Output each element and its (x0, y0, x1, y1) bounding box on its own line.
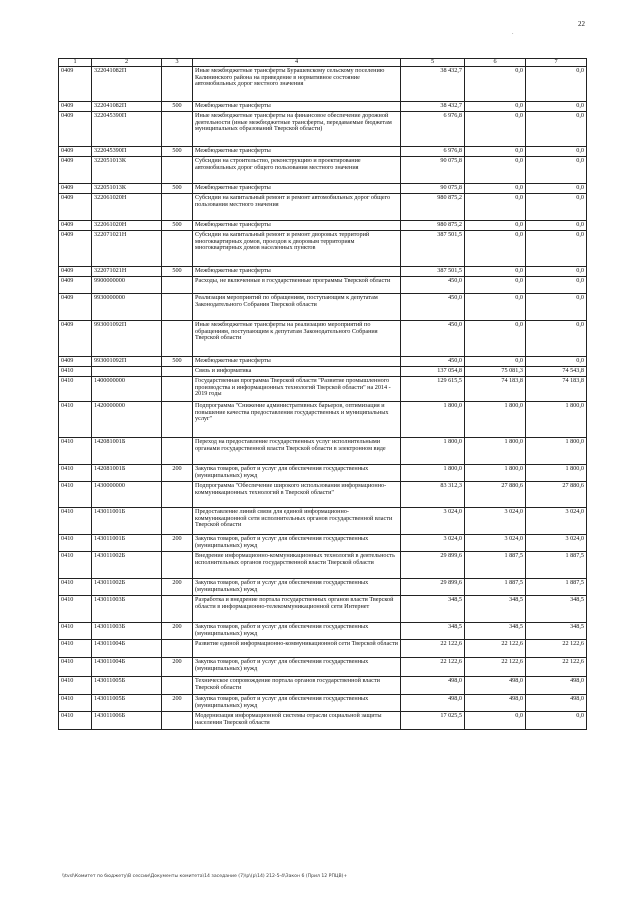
footer-path: \\tvsl\Комитет по бюджету\В сессии\Документы комитета\14 заседание (7)\р\(р\14) 212-5-4\Закон 6 (Прил 12 РПЦВ)+ (62, 874, 348, 879)
amount-year-1: 1 800,0 (401, 402, 465, 438)
amount-year-3: 22 122,6 (526, 640, 587, 658)
target-article-code: 143011004Б (92, 640, 162, 658)
section-code: 0409 (59, 357, 92, 367)
description: Модернизация информационной системы отрасли социальной защиты населения Тверской области (193, 712, 401, 730)
amount-year-1: 1 800,0 (401, 438, 465, 465)
description: Субсидии на капитальный ремонт и ремонт дворовых территорий многоквартирных домов, проездов к дворовым территориям многоквартирных домов населенных пунктов (193, 231, 401, 267)
section-code: 0410 (59, 377, 92, 402)
amount-year-2: 22 122,6 (465, 658, 526, 677)
target-article-code: 322071021Н (92, 267, 162, 277)
target-article-code: 9930000000 (92, 294, 162, 321)
description: Закупка товаров, работ и услуг для обеспечения государственных (муниципальных) нужд (193, 579, 401, 596)
amount-year-2: 74 183,8 (465, 377, 526, 402)
section-code: 0410 (59, 482, 92, 508)
amount-year-2: 3 024,0 (465, 535, 526, 552)
amount-year-1: 29 899,6 (401, 552, 465, 579)
expense-type-code (162, 377, 193, 402)
amount-year-2: 0,0 (465, 157, 526, 184)
amount-year-1: 450,0 (401, 357, 465, 367)
description: Государственная программа Тверской области "Развитие промышленного производства и информационных технологий Тверской области" на 2014 - 2019 годы (193, 377, 401, 402)
table-row (59, 482, 587, 508)
header-cell: 5 (401, 59, 465, 67)
expense-type-code (162, 677, 193, 695)
header-cell: 3 (162, 59, 193, 67)
amount-year-3: 0,0 (526, 147, 587, 157)
table-row (59, 535, 587, 552)
amount-year-1: 498,0 (401, 677, 465, 695)
amount-year-2: 0,0 (465, 321, 526, 357)
amount-year-3: 0,0 (526, 184, 587, 194)
section-code: 0409 (59, 231, 92, 267)
description: Межбюджетные трансферты (193, 267, 401, 277)
expense-type-code: 500 (162, 147, 193, 157)
section-code: 0409 (59, 321, 92, 357)
expense-type-code: 200 (162, 658, 193, 677)
amount-year-1: 450,0 (401, 321, 465, 357)
expense-type-code (162, 482, 193, 508)
table-row (59, 623, 587, 640)
section-code: 0410 (59, 712, 92, 730)
expense-type-code: 200 (162, 579, 193, 596)
section-code: 0410 (59, 596, 92, 623)
description: Предоставление линий связи для единой информационно-коммуникационной сети исполнительных органов государственной власти Тверской области (193, 508, 401, 535)
table-row (59, 677, 587, 695)
amount-year-1: 129 615,5 (401, 377, 465, 402)
target-article-code: 142081001Б (92, 438, 162, 465)
description: Иные межбюджетные трансферты Бурашевскому сельскому поселению Калининского района на приведение в нормативное состояние автомобильных дорог местного значения (193, 67, 401, 102)
table-row (59, 712, 587, 730)
section-code: 0410 (59, 658, 92, 677)
section-code: 0409 (59, 112, 92, 147)
amount-year-2: 498,0 (465, 677, 526, 695)
amount-year-3: 498,0 (526, 677, 587, 695)
table-row (59, 221, 587, 231)
amount-year-2: 22 122,6 (465, 640, 526, 658)
amount-year-3: 0,0 (526, 112, 587, 147)
amount-year-1: 6 976,8 (401, 112, 465, 147)
amount-year-1: 387 501,5 (401, 231, 465, 267)
amount-year-1: 1 800,0 (401, 465, 465, 482)
amount-year-2: 0,0 (465, 67, 526, 102)
amount-year-1: 90 075,8 (401, 184, 465, 194)
amount-year-3: 74 543,8 (526, 367, 587, 377)
expense-type-code: 500 (162, 184, 193, 194)
expense-type-code (162, 67, 193, 102)
amount-year-1: 450,0 (401, 294, 465, 321)
amount-year-3: 498,0 (526, 695, 587, 712)
amount-year-3: 0,0 (526, 357, 587, 367)
target-article-code: 322051013К (92, 184, 162, 194)
section-code: 0409 (59, 184, 92, 194)
amount-year-3: 3 024,0 (526, 535, 587, 552)
target-article-code: 993001092П (92, 321, 162, 357)
amount-year-1: 6 976,8 (401, 147, 465, 157)
amount-year-2: 1 800,0 (465, 465, 526, 482)
expense-type-code (162, 157, 193, 184)
section-code: 0409 (59, 194, 92, 221)
table-row (59, 277, 587, 294)
target-article-code: 142081001Б (92, 465, 162, 482)
section-code: 0410 (59, 695, 92, 712)
amount-year-2: 348,5 (465, 596, 526, 623)
expense-type-code (162, 552, 193, 579)
amount-year-3: 22 122,6 (526, 658, 587, 677)
table-body (59, 59, 587, 730)
amount-year-2: 75 081,3 (465, 367, 526, 377)
expense-type-code: 200 (162, 465, 193, 482)
amount-year-1: 83 312,3 (401, 482, 465, 508)
header-cell: 6 (465, 59, 526, 67)
amount-year-3: 0,0 (526, 294, 587, 321)
amount-year-1: 3 024,0 (401, 508, 465, 535)
expense-type-code (162, 596, 193, 623)
amount-year-2: 0,0 (465, 112, 526, 147)
target-article-code: 322041082П (92, 102, 162, 112)
table-row (59, 695, 587, 712)
target-article-code: 143011002Б (92, 552, 162, 579)
description: Развитие единой информационно-коммуникационной сети Тверской области (193, 640, 401, 658)
target-article-code: 993001092П (92, 357, 162, 367)
amount-year-3: 1 887,5 (526, 579, 587, 596)
target-article-code: 143011003Б (92, 596, 162, 623)
amount-year-3: 0,0 (526, 277, 587, 294)
expense-type-code (162, 402, 193, 438)
target-article-code: 143011003Б (92, 623, 162, 640)
amount-year-2: 0,0 (465, 712, 526, 730)
table-row (59, 147, 587, 157)
target-article-code (92, 367, 162, 377)
amount-year-2: 0,0 (465, 231, 526, 267)
table-row (59, 102, 587, 112)
description: Субсидии на строительство, реконструкцию и проектирование автомобильных дорог общего пользования местного значения (193, 157, 401, 184)
amount-year-3: 3 024,0 (526, 508, 587, 535)
expense-type-code (162, 367, 193, 377)
expense-type-code: 500 (162, 267, 193, 277)
section-code: 0409 (59, 157, 92, 184)
table-row (59, 579, 587, 596)
header-cell: 2 (92, 59, 162, 67)
amount-year-2: 348,5 (465, 623, 526, 640)
amount-year-2: 1 887,5 (465, 579, 526, 596)
amount-year-2: 27 880,6 (465, 482, 526, 508)
table-row (59, 465, 587, 482)
corner-mark: . (512, 30, 514, 36)
amount-year-1: 980 875,2 (401, 221, 465, 231)
table-row (59, 640, 587, 658)
section-code: 0409 (59, 67, 92, 102)
section-code: 0410 (59, 579, 92, 596)
table-row (59, 294, 587, 321)
section-code: 0409 (59, 267, 92, 277)
section-code: 0410 (59, 402, 92, 438)
table-row (59, 596, 587, 623)
amount-year-1: 348,5 (401, 596, 465, 623)
amount-year-1: 22 122,6 (401, 658, 465, 677)
section-code: 0410 (59, 677, 92, 695)
amount-year-3: 1 887,5 (526, 552, 587, 579)
section-code: 0410 (59, 438, 92, 465)
section-code: 0410 (59, 508, 92, 535)
description: Техническое сопровождение портала органов государственной власти Тверской области (193, 677, 401, 695)
amount-year-3: 1 800,0 (526, 438, 587, 465)
amount-year-2: 0,0 (465, 184, 526, 194)
expense-type-code (162, 438, 193, 465)
amount-year-3: 348,5 (526, 623, 587, 640)
page-number: 22 (578, 20, 585, 28)
description: Связь и информатика (193, 367, 401, 377)
target-article-code: 143011001Б (92, 535, 162, 552)
expense-type-code: 500 (162, 102, 193, 112)
header-cell: 1 (59, 59, 92, 67)
target-article-code: 9900000000 (92, 277, 162, 294)
expense-type-code (162, 231, 193, 267)
amount-year-3: 0,0 (526, 221, 587, 231)
target-article-code: 143011005Б (92, 677, 162, 695)
description: Иные межбюджетные трансферты на реализацию мероприятий по обращениям, поступающим к депутатам Законодательного Собрания Тверской области (193, 321, 401, 357)
description: Подпрограмма "Обеспечение широкого использования информационно-коммуникационных технологий в Тверской области" (193, 482, 401, 508)
header-cell: 7 (526, 59, 587, 67)
target-article-code: 1420000000 (92, 402, 162, 438)
table-row (59, 402, 587, 438)
amount-year-3: 0,0 (526, 267, 587, 277)
expense-type-code (162, 194, 193, 221)
table-row (59, 377, 587, 402)
table-row (59, 658, 587, 677)
target-article-code: 322045390П (92, 112, 162, 147)
target-article-code: 143011005Б (92, 695, 162, 712)
section-code: 0409 (59, 277, 92, 294)
section-code: 0410 (59, 640, 92, 658)
expense-type-code (162, 508, 193, 535)
section-code: 0409 (59, 102, 92, 112)
table-row (59, 508, 587, 535)
expense-type-code: 200 (162, 623, 193, 640)
description: Переход на предоставление государственных услуг исполнительными органами государственной власти Тверской области в электронном виде (193, 438, 401, 465)
table-row (59, 157, 587, 184)
target-article-code: 322071021Н (92, 231, 162, 267)
table-row (59, 194, 587, 221)
target-article-code: 143011002Б (92, 579, 162, 596)
description: Субсидии на капитальный ремонт и ремонт автомобильных дорог общего пользования местного значения (193, 194, 401, 221)
section-code: 0410 (59, 367, 92, 377)
section-code: 0409 (59, 294, 92, 321)
description: Закупка товаров, работ и услуг для обеспечения государственных (муниципальных) нужд (193, 465, 401, 482)
amount-year-1: 38 432,7 (401, 67, 465, 102)
target-article-code: 1430000000 (92, 482, 162, 508)
target-article-code: 322051013К (92, 157, 162, 184)
expense-type-code (162, 112, 193, 147)
target-article-code: 143011004Б (92, 658, 162, 677)
amount-year-1: 22 122,6 (401, 640, 465, 658)
section-code: 0410 (59, 552, 92, 579)
table-row (59, 552, 587, 579)
amount-year-3: 0,0 (526, 102, 587, 112)
section-code: 0409 (59, 147, 92, 157)
table-row (59, 357, 587, 367)
amount-year-2: 1 800,0 (465, 402, 526, 438)
section-code: 0410 (59, 535, 92, 552)
amount-year-2: 0,0 (465, 277, 526, 294)
expense-type-code (162, 277, 193, 294)
description: Межбюджетные трансферты (193, 147, 401, 157)
expense-type-code: 200 (162, 535, 193, 552)
amount-year-2: 0,0 (465, 294, 526, 321)
table-row (59, 67, 587, 102)
table-row (59, 231, 587, 267)
budget-table (58, 58, 587, 730)
description: Закупка товаров, работ и услуг для обеспечения государственных (муниципальных) нужд (193, 695, 401, 712)
description: Межбюджетные трансферты (193, 102, 401, 112)
expense-type-code: 200 (162, 695, 193, 712)
amount-year-2: 0,0 (465, 357, 526, 367)
amount-year-3: 348,5 (526, 596, 587, 623)
amount-year-1: 980 875,2 (401, 194, 465, 221)
table-row (59, 112, 587, 147)
amount-year-1: 498,0 (401, 695, 465, 712)
description: Межбюджетные трансферты (193, 357, 401, 367)
section-code: 0409 (59, 221, 92, 231)
target-article-code: 322061020Н (92, 194, 162, 221)
amount-year-3: 0,0 (526, 231, 587, 267)
amount-year-1: 450,0 (401, 277, 465, 294)
amount-year-1: 29 899,6 (401, 579, 465, 596)
amount-year-3: 74 183,8 (526, 377, 587, 402)
amount-year-1: 348,5 (401, 623, 465, 640)
amount-year-1: 3 024,0 (401, 535, 465, 552)
target-article-code: 322061020Н (92, 221, 162, 231)
amount-year-3: 27 880,6 (526, 482, 587, 508)
target-article-code: 143011001Б (92, 508, 162, 535)
description: Разработка и внедрение портала государственных органов власти Тверской области в информационно-телекоммуникационной сети Интернет (193, 596, 401, 623)
amount-year-2: 1 887,5 (465, 552, 526, 579)
section-code: 0410 (59, 623, 92, 640)
description: Закупка товаров, работ и услуг для обеспечения государственных (муниципальных) нужд (193, 658, 401, 677)
expense-type-code (162, 640, 193, 658)
section-code: 0410 (59, 465, 92, 482)
header-cell: 4 (193, 59, 401, 67)
table-row (59, 184, 587, 194)
amount-year-3: 1 800,0 (526, 465, 587, 482)
amount-year-2: 3 024,0 (465, 508, 526, 535)
description: Подпрограмма "Снижение административных барьеров, оптимизация и повышение качества предоставления государственных и муниципальных услуг" (193, 402, 401, 438)
description: Закупка товаров, работ и услуг для обеспечения государственных (муниципальных) нужд (193, 535, 401, 552)
expense-type-code (162, 294, 193, 321)
amount-year-3: 0,0 (526, 712, 587, 730)
amount-year-1: 17 025,5 (401, 712, 465, 730)
target-article-code: 322041082П (92, 67, 162, 102)
target-article-code: 143011006Б (92, 712, 162, 730)
description: Межбюджетные трансферты (193, 221, 401, 231)
table-row (59, 321, 587, 357)
amount-year-2: 0,0 (465, 194, 526, 221)
amount-year-2: 0,0 (465, 221, 526, 231)
amount-year-2: 1 800,0 (465, 438, 526, 465)
description: Внедрение информационно-коммуникационных технологий в деятельность исполнительных органов государственной власти Тверской области (193, 552, 401, 579)
amount-year-1: 137 054,8 (401, 367, 465, 377)
amount-year-3: 0,0 (526, 194, 587, 221)
amount-year-2: 0,0 (465, 147, 526, 157)
amount-year-3: 0,0 (526, 321, 587, 357)
expense-type-code: 500 (162, 221, 193, 231)
expense-type-code: 500 (162, 357, 193, 367)
description: Межбюджетные трансферты (193, 184, 401, 194)
table-row (59, 267, 587, 277)
description: Реализация мероприятий по обращениям, поступающим к депутатам Законодательного Собрания Тверской области (193, 294, 401, 321)
description: Иные межбюджетные трансферты на финансовое обеспечение дорожной деятельности (иные межбюджетные трансферты, передаваемые бюджетам муниципальных образований Тверской области) (193, 112, 401, 147)
amount-year-3: 1 800,0 (526, 402, 587, 438)
amount-year-3: 0,0 (526, 67, 587, 102)
target-article-code: 322045390П (92, 147, 162, 157)
amount-year-3: 0,0 (526, 157, 587, 184)
expense-type-code (162, 712, 193, 730)
amount-year-1: 387 501,5 (401, 267, 465, 277)
target-article-code: 1400000000 (92, 377, 162, 402)
amount-year-1: 90 075,8 (401, 157, 465, 184)
table-row (59, 367, 587, 377)
expense-type-code (162, 321, 193, 357)
amount-year-1: 38 432,7 (401, 102, 465, 112)
header-row (59, 59, 587, 67)
description: Расходы, не включенные в государственные программы Тверской области (193, 277, 401, 294)
description: Закупка товаров, работ и услуг для обеспечения государственных (муниципальных) нужд (193, 623, 401, 640)
amount-year-2: 0,0 (465, 102, 526, 112)
table-row (59, 438, 587, 465)
amount-year-2: 0,0 (465, 267, 526, 277)
amount-year-2: 498,0 (465, 695, 526, 712)
